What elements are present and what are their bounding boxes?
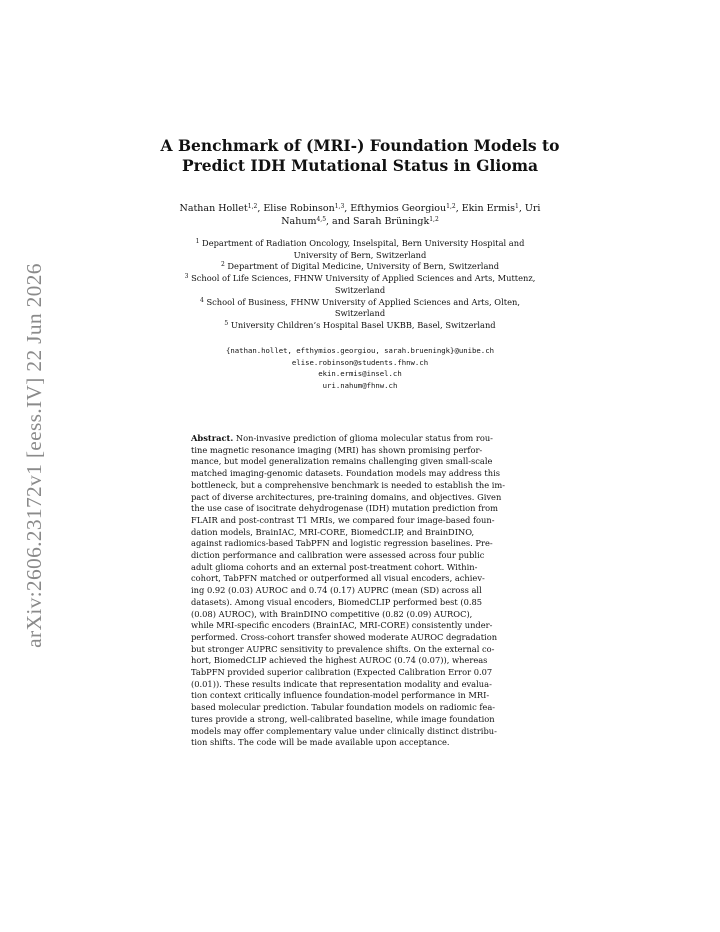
author-line — [140, 215, 580, 228]
abstract-line: bottleneck, but a comprehensive benchmark is needed to establish the im- — [191, 479, 506, 490]
affiliation-text: School of Life Sciences, FHNW University of Applied Sciences and Arts, Muttenz, — [188, 273, 536, 284]
abstract-line: models may offer complementary value under clinically distinct distribu- — [191, 725, 497, 736]
abstract-line: datasets). Among visual encoders, BiomedCLIP performed best (0.85 — [191, 596, 483, 607]
paper-title — [140, 136, 580, 176]
affiliation-text: University of Bern, Switzerland — [293, 249, 427, 260]
abstract-line: (0.08) AUROC), with BrainDINO competitive (0.82 (0.09) AUROC), — [191, 608, 473, 619]
title-line: A Benchmark of (MRI-) Foundation Models to — [160, 136, 560, 155]
author-name: , Efthymios Georgiou — [344, 203, 447, 214]
abstract-line: based molecular prediction. Tabular foundation models on radiomic fea- — [191, 702, 496, 713]
arxiv-identifier-stamp — [14, 255, 54, 655]
abstract-line: (0.01)). These results indicate that representation modality and evalua- — [191, 678, 492, 689]
abstract-line: FLAIR and post-contrast T1 MRIs, we compared four image-based foun- — [191, 514, 495, 525]
affiliation-line — [140, 297, 580, 309]
email-list — [140, 345, 580, 392]
affiliation-line — [140, 285, 580, 297]
abstract-text: Non-invasive prediction of glioma molecular status from rou- — [233, 433, 493, 443]
author-name: , Ekin Ermis — [455, 203, 516, 214]
affiliation-line — [140, 320, 580, 332]
abstract-line: against radiomics-based TabPFN and logistic regression baselines. Pre- — [191, 538, 493, 549]
abstract-line — [191, 433, 533, 445]
author-name: Nahum — [281, 216, 317, 227]
email-address: {nathan.hollet, efthymios.georgiou, sarah.brueningk}@unibe.ch — [226, 346, 494, 355]
author-name: , and Sarah Brüningk — [326, 216, 430, 227]
affiliation-number: 4 — [200, 296, 204, 304]
abstract-line: TabPFN provided superior calibration (Expected Calibration Error 0.07 — [191, 667, 493, 678]
affiliation-text: Department of Digital Medicine, University of Bern, Switzerland — [224, 261, 500, 272]
abstract-line: dation models, BrainIAC, MRI-CORE, BiomedCLIP, and BrainDINO, — [191, 526, 475, 537]
affiliation-number: 3 — [184, 273, 189, 281]
author-line — [140, 202, 580, 215]
affiliation-line — [140, 261, 580, 273]
arxiv-id-text: arXiv:2606.23172v1 [eess.IV] 22 Jun 2026 — [21, 262, 46, 648]
affiliation-number: 5 — [224, 319, 229, 327]
abstract-line: the use case of isocitrate dehydrogenase (IDH) mutation prediction from — [191, 503, 499, 514]
abstract-line: diction performance and calibration were assessed across four public — [191, 550, 485, 561]
author-affiliation-mark: 1,2 — [247, 203, 258, 210]
author-affiliation-mark: 1 — [515, 203, 519, 210]
abstract-line: while MRI-specific encoders (BrainIAC, MRI-CORE) consistently under- — [191, 620, 493, 631]
abstract — [191, 433, 533, 749]
abstract-line: but stronger AUPRC sensitivity to prevalence shifts. On the external co- — [191, 643, 495, 654]
affiliation-text: Switzerland — [334, 284, 386, 295]
abstract-line: tures provide a strong, well-calibrated baseline, while image foundation — [191, 713, 495, 724]
abstract-line: tine magnetic resonance imaging (MRI) has shown promising perfor- — [191, 444, 483, 455]
affiliation-text: Department of Radiation Oncology, Inselspital, Bern University Hospital and — [199, 238, 525, 248]
abstract-line: pact of diverse architectures, pre-training domains, and objectives. Given — [191, 491, 502, 502]
title-line: Predict IDH Mutational Status in Glioma — [181, 156, 539, 175]
email-address: elise.robinson@students.fhnw.ch — [291, 357, 429, 367]
abstract-label: Abstract. — [191, 433, 234, 443]
affiliation-line — [140, 273, 580, 285]
abstract-line: cohort, TabPFN matched or outperformed all visual encoders, achiev- — [191, 573, 485, 584]
affiliation-text: School of Business, FHNW University of Applied Sciences and Arts, Olten, — [203, 296, 520, 307]
author-name: , Elise Robinson — [257, 203, 335, 214]
abstract-line: ing 0.92 (0.03) AUROC and 0.74 (0.17) AUPRC (mean (SD) across all — [191, 585, 482, 596]
author-list — [140, 202, 580, 228]
affiliation-text: Switzerland — [334, 308, 386, 319]
author-affiliation-mark: 1,3 — [334, 203, 345, 210]
email-address: uri.nahum@fhnw.ch — [322, 381, 398, 391]
abstract-line: tion shifts. The code will be made available upon acceptance. — [191, 737, 450, 748]
author-name: , Uri — [518, 203, 541, 214]
affiliation-list — [140, 238, 580, 332]
affiliation-line — [140, 250, 580, 262]
affiliation-text: University Children’s Hospital Basel UKBB, Basel, Switzerland — [228, 319, 496, 330]
author-name: Nathan Hollet — [179, 203, 248, 214]
affiliation-number: 1 — [195, 238, 200, 245]
author-affiliation-mark: 4,5 — [316, 216, 327, 223]
affiliation-line — [140, 238, 580, 250]
abstract-line: tion context critically influence foundation-model performance in MRI- — [191, 690, 490, 701]
affiliation-line — [140, 308, 580, 320]
affiliation-number: 2 — [220, 261, 225, 269]
abstract-line: performed. Cross-cohort transfer showed moderate AUROC degradation — [191, 631, 498, 642]
abstract-line: matched imaging-genomic datasets. Foundation models may address this — [191, 468, 500, 479]
abstract-line: hort, BiomedCLIP achieved the highest AUROC (0.74 (0.07)), whereas — [191, 655, 488, 666]
email-address: ekin.ermis@insel.ch — [318, 369, 402, 379]
abstract-line: adult glioma cohorts and an external post-treatment cohort. Within- — [191, 561, 478, 572]
author-affiliation-mark: 1,2 — [446, 203, 456, 210]
abstract-line: mance, but model generalization remains challenging given small-scale — [191, 456, 493, 467]
author-affiliation-mark: 1,2 — [429, 216, 439, 223]
